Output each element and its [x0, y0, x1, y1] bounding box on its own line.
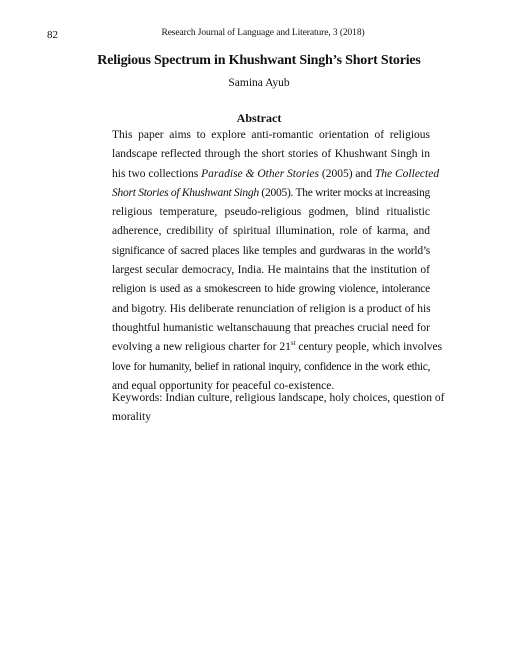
abstract-heading: Abstract — [236, 111, 282, 125]
abstract-line: adherence, credibility of spiritual illumination, role of karma, and — [112, 225, 430, 238]
book-title-italic: Paradise & Other Stories — [201, 167, 319, 180]
running-header: Research Journal of Language and Literature, 3 (2018) — [161, 28, 365, 38]
abstract-line: love for humanity, belief in rational inquiry, confidence in the work ethic, — [112, 360, 430, 373]
abstract-text: his two collections — [112, 167, 202, 180]
abstract-line: religion is used as a smokescreen to hide growing violence, intolerance — [112, 283, 430, 296]
book-title-italic: Short Stories of Khushwant Singh — [112, 186, 259, 199]
abstract-text: century people, which involves — [295, 341, 443, 354]
abstract-line: thoughtful humanistic weltanschauung that preaches crucial need for — [112, 321, 430, 334]
ordinal-superscript: st — [290, 339, 296, 348]
abstract-line: religious temperature, pseudo-religious godmen, blind ritualistic — [112, 206, 430, 219]
abstract-line: largest secular democracy, India. He maintains that the institution of — [112, 264, 430, 277]
abstract-line: and bigotry. His deliberate renunciation of religion is a product of his — [112, 302, 431, 315]
abstract-line: and equal opportunity for peaceful co-existence. — [112, 379, 335, 392]
abstract-line: significance of sacred places like temples and gurdwaras in the world’s — [112, 244, 430, 257]
book-title-italic: The Collected — [374, 167, 440, 180]
abstract-text: (2005) and — [319, 167, 375, 180]
abstract-line — [112, 165, 440, 184]
abstract-text: (2005). The writer mocks at increasing — [258, 186, 430, 199]
abstract-text: evolving a new religious charter for 21 — [112, 341, 291, 354]
keywords-line: Keywords: Indian culture, religious landscape, holy choices, question of — [112, 392, 445, 404]
keywords-line: morality — [112, 411, 151, 424]
abstract-line — [112, 184, 430, 203]
page-number: 82 — [47, 29, 58, 41]
abstract-line — [112, 338, 443, 357]
abstract-body — [112, 126, 443, 396]
author-name: Samina Ayub — [228, 77, 290, 89]
abstract-line: landscape reflected through the short stories of Khushwant Singh in — [112, 148, 430, 161]
article-title: Religious Spectrum in Khushwant Singh’s Short Stories — [97, 53, 421, 68]
abstract-line: This paper aims to explore anti-romantic orientation of religious — [112, 129, 430, 141]
keywords — [112, 389, 445, 428]
